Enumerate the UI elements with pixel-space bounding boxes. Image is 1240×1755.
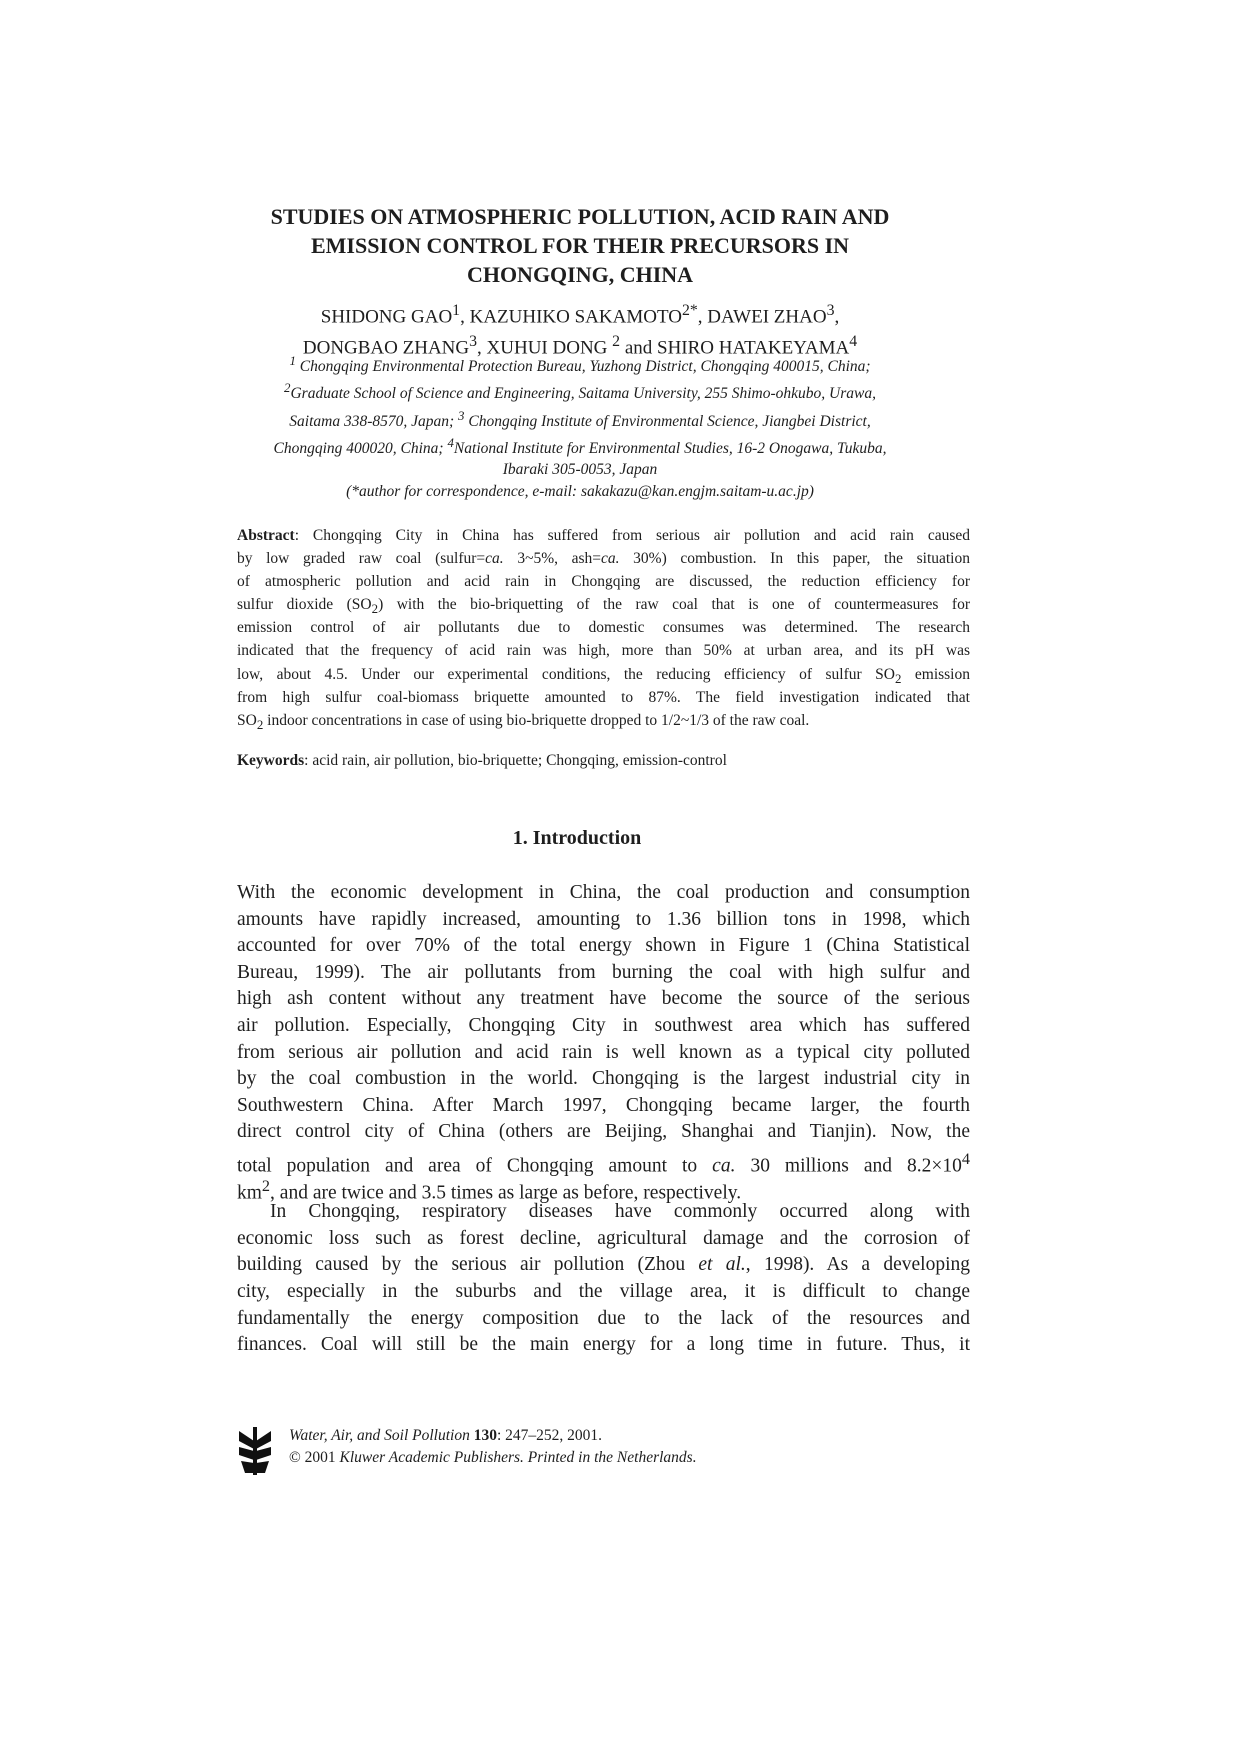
body-line: high ash content without any treatment have become the source of the serious — [237, 988, 970, 1010]
affiliation-line: $^2$Graduate School of Science and Engineering, Saitama University, 255 Shimo-ohkubo, Urawa, — [284, 380, 876, 403]
journal-volume: 130 — [473, 1427, 497, 1444]
affiliations — [215, 350, 945, 502]
abstract-line: of atmospheric pollution and acid rain in Chongqing are discussed, the reduction efficiency for — [237, 573, 970, 591]
body-line: finances. Coal will still be the main energy for a long time in future. Thus, it — [237, 1334, 970, 1356]
body-line: In Chongqing, respiratory diseases have commonly occurred along with — [270, 1201, 970, 1223]
author-line: SHIDONG GAO$^1$, KAZUHIKO $SAKAMOTO^{2*}$, DAWEI ZHAO$^3$, — [320, 302, 840, 328]
body-line: building caused by the serious air pollution (Zhou et al., 1998). As a developing — [237, 1254, 971, 1276]
journal-pages: : 247–252, 2001. — [496, 1427, 603, 1444]
abstract-line: by low graded raw coal (sulfur=ca. 3~5%, ash=ca. 30%) combustion. In this paper, the situation — [237, 550, 970, 568]
citation-line — [289, 1425, 697, 1447]
abstract-line: sulfur dioxide $(SO_2)$ with the bio-briquetting of the raw coal that is one of countermeasures for — [237, 596, 970, 617]
publisher-logo-icon — [237, 1427, 273, 1475]
title-line: CHONGQING, CHINA — [466, 262, 694, 287]
copyright-line: © 2001 Kluwer Academic Publishers. Printed in the Netherlands. — [289, 1448, 697, 1466]
section-heading: 1. Introduction — [512, 827, 642, 849]
title-line: EMISSION CONTROL FOR THEIR PRECURSORS IN — [310, 233, 850, 258]
keywords-label: Keywords — [237, 752, 305, 769]
paper-title — [250, 202, 910, 289]
keywords — [237, 750, 970, 772]
body-line: total population and area of Chongqing amount to ca. 30 millions and $8.2\times 10^4$ — [237, 1149, 970, 1177]
body-line: Bureau, 1999). The air pollutants from burning the coal with high sulfur and — [237, 961, 970, 983]
body-line: by the coal combustion in the world. Chongqing is the largest industrial city in — [237, 1068, 970, 1090]
body-line: amounts have rapidly increased, amounting to 1.36 billion tons in 1998, which — [237, 908, 970, 930]
abstract-line: low, about 4.5. Under our experimental conditions, the reducing efficiency of sulfur $SO_2$ emission — [237, 665, 970, 686]
body-line: city, especially in the suburbs and the village area, it is difficult to change — [237, 1280, 970, 1302]
body-line: $km^2$, and are twice and 3.5 times as large as before, respectively. — [237, 1176, 742, 1204]
journal-footer — [237, 1425, 970, 1485]
author-line: DONGBAO ZHANG$^3$, XUHUI DONG $^2$ and SHIRO HATAKEYAMA$^4$ — [302, 333, 858, 359]
publisher-name: Kluwer Academic Publishers. Printed in the Netherlands. — [339, 1448, 697, 1466]
abstract-line: Abstract: Chongqing City in China has suffered from serious air pollution and acid rain caused — [237, 527, 970, 544]
citation — [289, 1425, 697, 1468]
affiliation-line: Saitama 338-8570, Japan; $^3$ Chongqing Institute of Environmental Science, Jiangbei District, — [289, 407, 871, 430]
abstract-line: from high sulfur coal-biomass briquette amounted to 87%. The field investigation indicated that — [237, 688, 970, 706]
abstract-line: emission control of air pollutants due to domestic consumes was determined. The research — [237, 619, 970, 637]
body-line: With the economic development in China, the coal production and consumption — [237, 882, 970, 903]
abstract-line: indicated that the frequency of acid rain was high, more than 50% at urban area, and its pH was — [237, 642, 970, 660]
affiliation-line: Chongqing 400020, China; $^4$National Institute for Environmental Studies, 16-2 Onogawa, Tukuba, — [273, 435, 887, 458]
affiliation-line: Ibaraki 305-0053, Japan — [502, 461, 658, 479]
body-line: direct control city of China (others are Beijing, Shanghai and Tianjin). Now, the — [237, 1121, 970, 1143]
correspondence-line: (*author for correspondence, e-mail: sakakazu@kan.engjm.saitam-u.ac.jp) — [346, 482, 814, 500]
body-line: accounted for over 70% of the total energy shown in Figure 1 (China Statistical — [237, 935, 970, 957]
keywords-text: : acid rain, air pollution, bio-briquette; Chongqing, emission-control — [304, 752, 727, 769]
journal-name: Water, Air, and Soil Pollution — [289, 1427, 470, 1444]
abstract-label: Abstract — [237, 527, 295, 544]
affiliation-line: $^1$ Chongqing Environmental Protection Bureau, Yuzhong District, Chongqing 400015, China; — [289, 353, 871, 376]
title-line: STUDIES ON ATMOSPHERIC POLLUTION, ACID RAIN AND — [270, 204, 890, 229]
body-line: fundamentally the energy composition due to the lack of the resources and — [237, 1307, 970, 1329]
body-line: economic loss such as forest decline, agricultural damage and the corrosion of — [237, 1227, 970, 1249]
abstract — [237, 524, 970, 732]
body-line: Southwestern China. After March 1997, Chongqing became larger, the fourth — [237, 1094, 970, 1116]
body-text — [237, 880, 970, 1359]
body-line: from serious air pollution and acid rain is well known as a typical city polluted — [237, 1041, 970, 1063]
body-line: air pollution. Especially, Chongqing City in southwest area which has suffered — [237, 1014, 970, 1036]
abstract-line: $SO_2$ indoor concentrations in case of using bio-briquette dropped to 1/2~1/3 of the raw coal. — [237, 711, 810, 732]
